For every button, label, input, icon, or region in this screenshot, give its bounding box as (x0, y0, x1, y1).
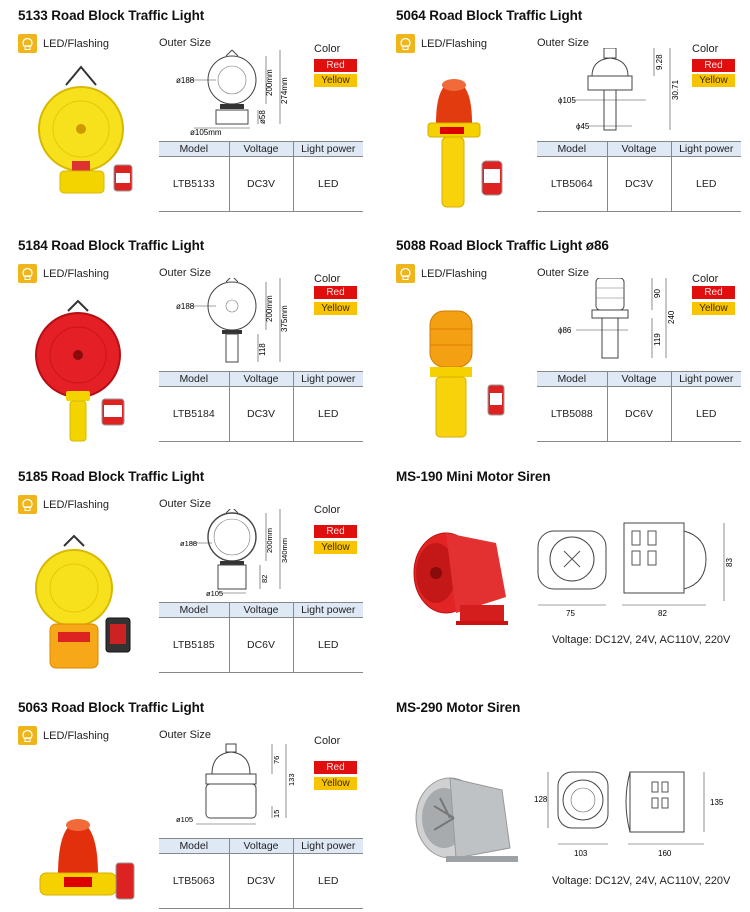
header-model: Model (537, 372, 607, 387)
header-voltage: Voltage (229, 372, 293, 387)
section-title: 5063 Road Block Traffic Light (18, 700, 205, 715)
header-voltage: Voltage (607, 372, 671, 387)
product-section-5063 (18, 700, 378, 912)
led-flashing-tag (18, 495, 109, 514)
product-section-5185 (18, 469, 378, 689)
dim-label: 160 (658, 849, 672, 858)
traffic-light-image (406, 53, 516, 213)
siren-section-ms290 (396, 700, 746, 912)
traffic-light-image (406, 283, 516, 443)
dim-label: 200mm (265, 295, 274, 322)
led-label: LED/Flashing (43, 37, 110, 50)
dim-label: 9.28 (655, 54, 664, 70)
led-label: LED/Flashing (43, 267, 110, 280)
spec-table (159, 141, 363, 212)
dim-label: 83 (725, 558, 734, 567)
color-red-swatch: Red (314, 286, 357, 299)
dim-label: 82 (260, 574, 269, 583)
led-flashing-tag (18, 264, 109, 283)
header-light-power: Light power (293, 372, 363, 387)
outer-size-drawing (554, 48, 684, 136)
outer-size-drawing (176, 740, 306, 828)
voltage-cell: DC3V (229, 157, 293, 212)
color-yellow-swatch: Yellow (692, 302, 735, 315)
color-red-swatch: Red (314, 59, 357, 72)
voltage-cell: DC3V (607, 157, 671, 212)
section-title: MS-190 Mini Motor Siren (396, 469, 551, 484)
dim-label: 133 (287, 773, 296, 786)
dim-label: 274mm (280, 77, 289, 104)
dim-label: 200mm (265, 527, 274, 553)
section-title: 5133 Road Block Traffic Light (18, 8, 205, 23)
light-power-cell: LED (293, 387, 363, 442)
color-label: Color (314, 735, 341, 747)
spec-table (159, 602, 363, 673)
model-cell: LTB5133 (159, 157, 229, 212)
color-label: Color (314, 43, 341, 55)
dim-label: 103 (574, 849, 588, 858)
outer-size-label: Outer Size (537, 267, 589, 279)
siren-image (410, 766, 530, 876)
siren-voltage: Voltage: DC12V, 24V, AC110V, 220V (552, 875, 731, 887)
dim-label: ø188 (176, 76, 195, 85)
dim-label: 375mm (280, 305, 289, 332)
outer-size-label: Outer Size (159, 267, 211, 279)
header-light-power: Light power (293, 603, 363, 618)
outer-size-label: Outer Size (159, 37, 211, 49)
voltage-cell: DC6V (229, 618, 293, 673)
dim-label: ø188 (176, 302, 195, 311)
dim-label: 340mm (280, 537, 289, 563)
section-title: 5184 Road Block Traffic Light (18, 238, 205, 253)
dim-label: 76 (272, 755, 281, 764)
header-voltage: Voltage (229, 839, 293, 854)
dim-label: ø105 (176, 815, 194, 824)
led-flashing-tag (18, 34, 109, 53)
model-cell: LTB5088 (537, 387, 607, 442)
header-model: Model (159, 142, 229, 157)
voltage-cell: DC6V (607, 387, 671, 442)
lamp-icon (18, 34, 37, 53)
dim-label: 30.71 (671, 79, 680, 100)
outer-size-label: Outer Size (537, 37, 589, 49)
siren-outline-drawing (534, 521, 742, 621)
lamp-icon (18, 726, 37, 745)
header-model: Model (159, 603, 229, 618)
product-section-5133 (18, 8, 378, 228)
outer-size-drawing (554, 278, 684, 366)
header-voltage: Voltage (607, 142, 671, 157)
outer-size-drawing (176, 48, 306, 136)
product-section-5184 (18, 238, 378, 458)
spec-table (159, 371, 363, 442)
outer-size-drawing (176, 509, 306, 597)
dim-label: 82 (658, 609, 667, 618)
dim-label: ø105mm (190, 128, 222, 136)
traffic-light-image (28, 514, 138, 674)
color-label: Color (314, 504, 341, 516)
header-model: Model (159, 839, 229, 854)
header-voltage: Voltage (229, 142, 293, 157)
led-label: LED/Flashing (43, 729, 110, 742)
product-section-5088 (396, 238, 750, 458)
outer-size-label: Outer Size (159, 498, 211, 510)
dim-label: 118 (258, 343, 267, 356)
section-title: 5088 Road Block Traffic Light ø86 (396, 238, 609, 253)
lamp-icon (396, 264, 415, 283)
led-flashing-tag (396, 264, 487, 283)
color-red-swatch: Red (692, 286, 735, 299)
light-power-cell: LED (293, 618, 363, 673)
color-yellow-swatch: Yellow (314, 541, 357, 554)
color-label: Color (692, 43, 719, 55)
header-light-power: Light power (671, 142, 741, 157)
dim-label: ø188 (180, 539, 198, 548)
traffic-light-image (28, 53, 138, 213)
header-light-power: Light power (293, 839, 363, 854)
section-title: 5064 Road Block Traffic Light (396, 8, 583, 23)
section-title: MS-290 Motor Siren (396, 700, 521, 715)
color-red-swatch: Red (314, 525, 357, 538)
light-power-cell: LED (671, 157, 741, 212)
color-yellow-swatch: Yellow (314, 777, 357, 790)
header-model: Model (537, 142, 607, 157)
siren-voltage: Voltage: DC12V, 24V, AC110V, 220V (552, 634, 731, 646)
light-power-cell: LED (671, 387, 741, 442)
dim-label: 75 (566, 609, 575, 618)
led-flashing-tag (396, 34, 487, 53)
light-power-cell: LED (293, 157, 363, 212)
section-title: 5185 Road Block Traffic Light (18, 469, 205, 484)
dim-label: 119 (653, 333, 662, 346)
traffic-light-image (28, 745, 138, 905)
color-label: Color (314, 273, 341, 285)
dim-label: 90 (653, 289, 662, 298)
outer-size-drawing (176, 278, 306, 366)
spec-table (159, 838, 363, 909)
traffic-light-image (28, 283, 138, 443)
model-cell: LTB5064 (537, 157, 607, 212)
lamp-icon (18, 264, 37, 283)
dim-label: ϕ45 (576, 122, 590, 131)
led-label: LED/Flashing (43, 498, 110, 511)
siren-section-ms190 (396, 469, 746, 689)
dim-label: ø58 (258, 110, 267, 124)
color-red-swatch: Red (314, 761, 357, 774)
dim-label: 200mm (265, 69, 274, 96)
header-model: Model (159, 372, 229, 387)
lamp-icon (396, 34, 415, 53)
dim-label: 135 (710, 798, 724, 807)
dim-label: ø105 (206, 589, 224, 597)
product-section-5064 (396, 8, 750, 228)
header-voltage: Voltage (229, 603, 293, 618)
dim-label: 15 (272, 809, 281, 818)
led-flashing-tag (18, 726, 109, 745)
voltage-cell: DC3V (229, 854, 293, 909)
model-cell: LTB5063 (159, 854, 229, 909)
color-yellow-swatch: Yellow (314, 74, 357, 87)
lamp-icon (18, 495, 37, 514)
color-label: Color (692, 273, 719, 285)
color-red-swatch: Red (692, 59, 735, 72)
dim-label: ϕ105 (558, 96, 576, 105)
led-label: LED/Flashing (421, 267, 488, 280)
model-cell: LTB5185 (159, 618, 229, 673)
voltage-cell: DC3V (229, 387, 293, 442)
color-yellow-swatch: Yellow (314, 302, 357, 315)
spec-table (537, 371, 741, 442)
outer-size-label: Outer Size (159, 729, 211, 741)
siren-image (400, 517, 520, 637)
led-label: LED/Flashing (421, 37, 488, 50)
model-cell: LTB5184 (159, 387, 229, 442)
siren-outline-drawing (534, 768, 742, 868)
light-power-cell: LED (293, 854, 363, 909)
dim-label: 128 (534, 795, 548, 804)
header-light-power: Light power (671, 372, 741, 387)
dim-label: 240 (667, 310, 676, 324)
spec-table (537, 141, 741, 212)
color-yellow-swatch: Yellow (692, 74, 735, 87)
dim-label: ϕ86 (558, 326, 572, 335)
header-light-power: Light power (293, 142, 363, 157)
